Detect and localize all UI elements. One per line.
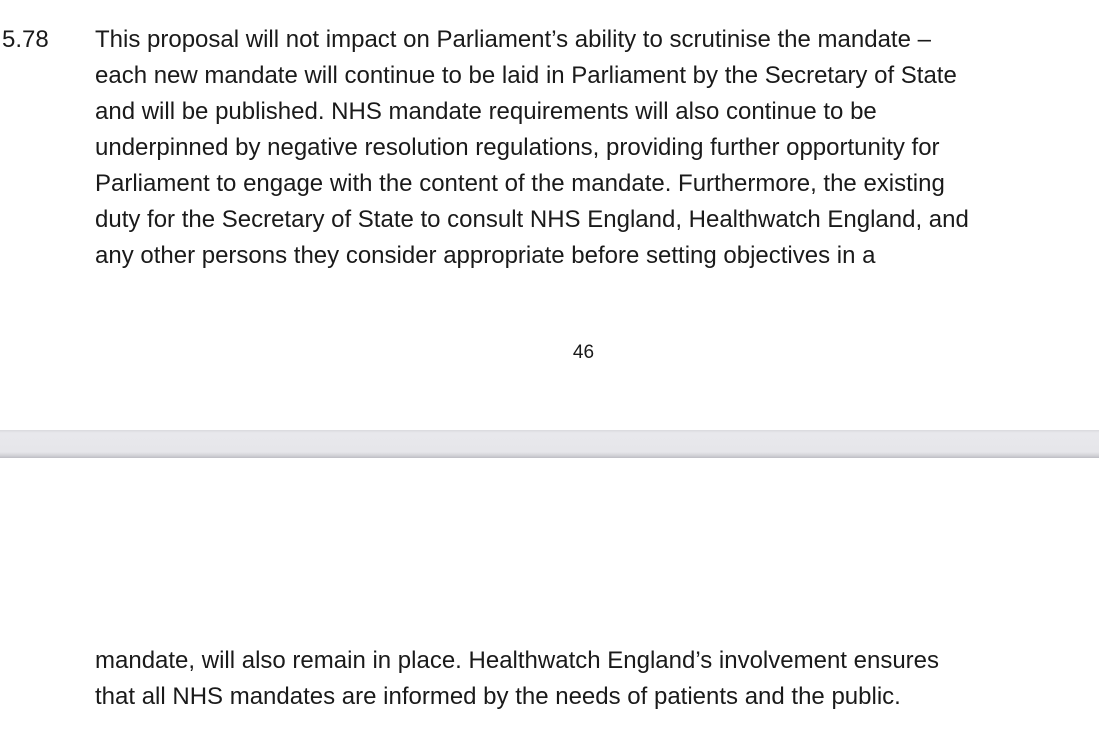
paragraph-line: and will be published. NHS mandate requirements will also continue to be — [95, 98, 877, 125]
paragraph-line: This proposal will not impact on Parliament’s ability to scrutinise the mandate – — [95, 26, 931, 53]
paragraph-line: mandate, will also remain in place. Healthwatch England’s involvement ensures — [95, 647, 940, 674]
page-number: 46 — [572, 342, 595, 363]
page-separator — [0, 430, 1099, 458]
paragraph-line: each new mandate will continue to be laid in Parliament by the Secretary of State — [95, 62, 957, 89]
paragraph-line: duty for the Secretary of State to consult NHS England, Healthwatch England, and — [95, 206, 969, 233]
document-page-47 — [0, 458, 1099, 748]
paragraph-line: any other persons they consider appropriate before setting objectives in a — [95, 242, 876, 269]
paragraph-line: that all NHS mandates are informed by the needs of patients and the public. — [95, 683, 901, 710]
paragraph-text — [95, 22, 1085, 274]
paragraph-number: 5.78 — [2, 26, 49, 53]
paragraph-line: Parliament to engage with the content of the mandate. Furthermore, the existing — [95, 170, 945, 197]
continued-paragraph-text — [95, 643, 1085, 715]
paragraph-line: underpinned by negative resolution regulations, providing further opportunity for — [95, 134, 940, 161]
